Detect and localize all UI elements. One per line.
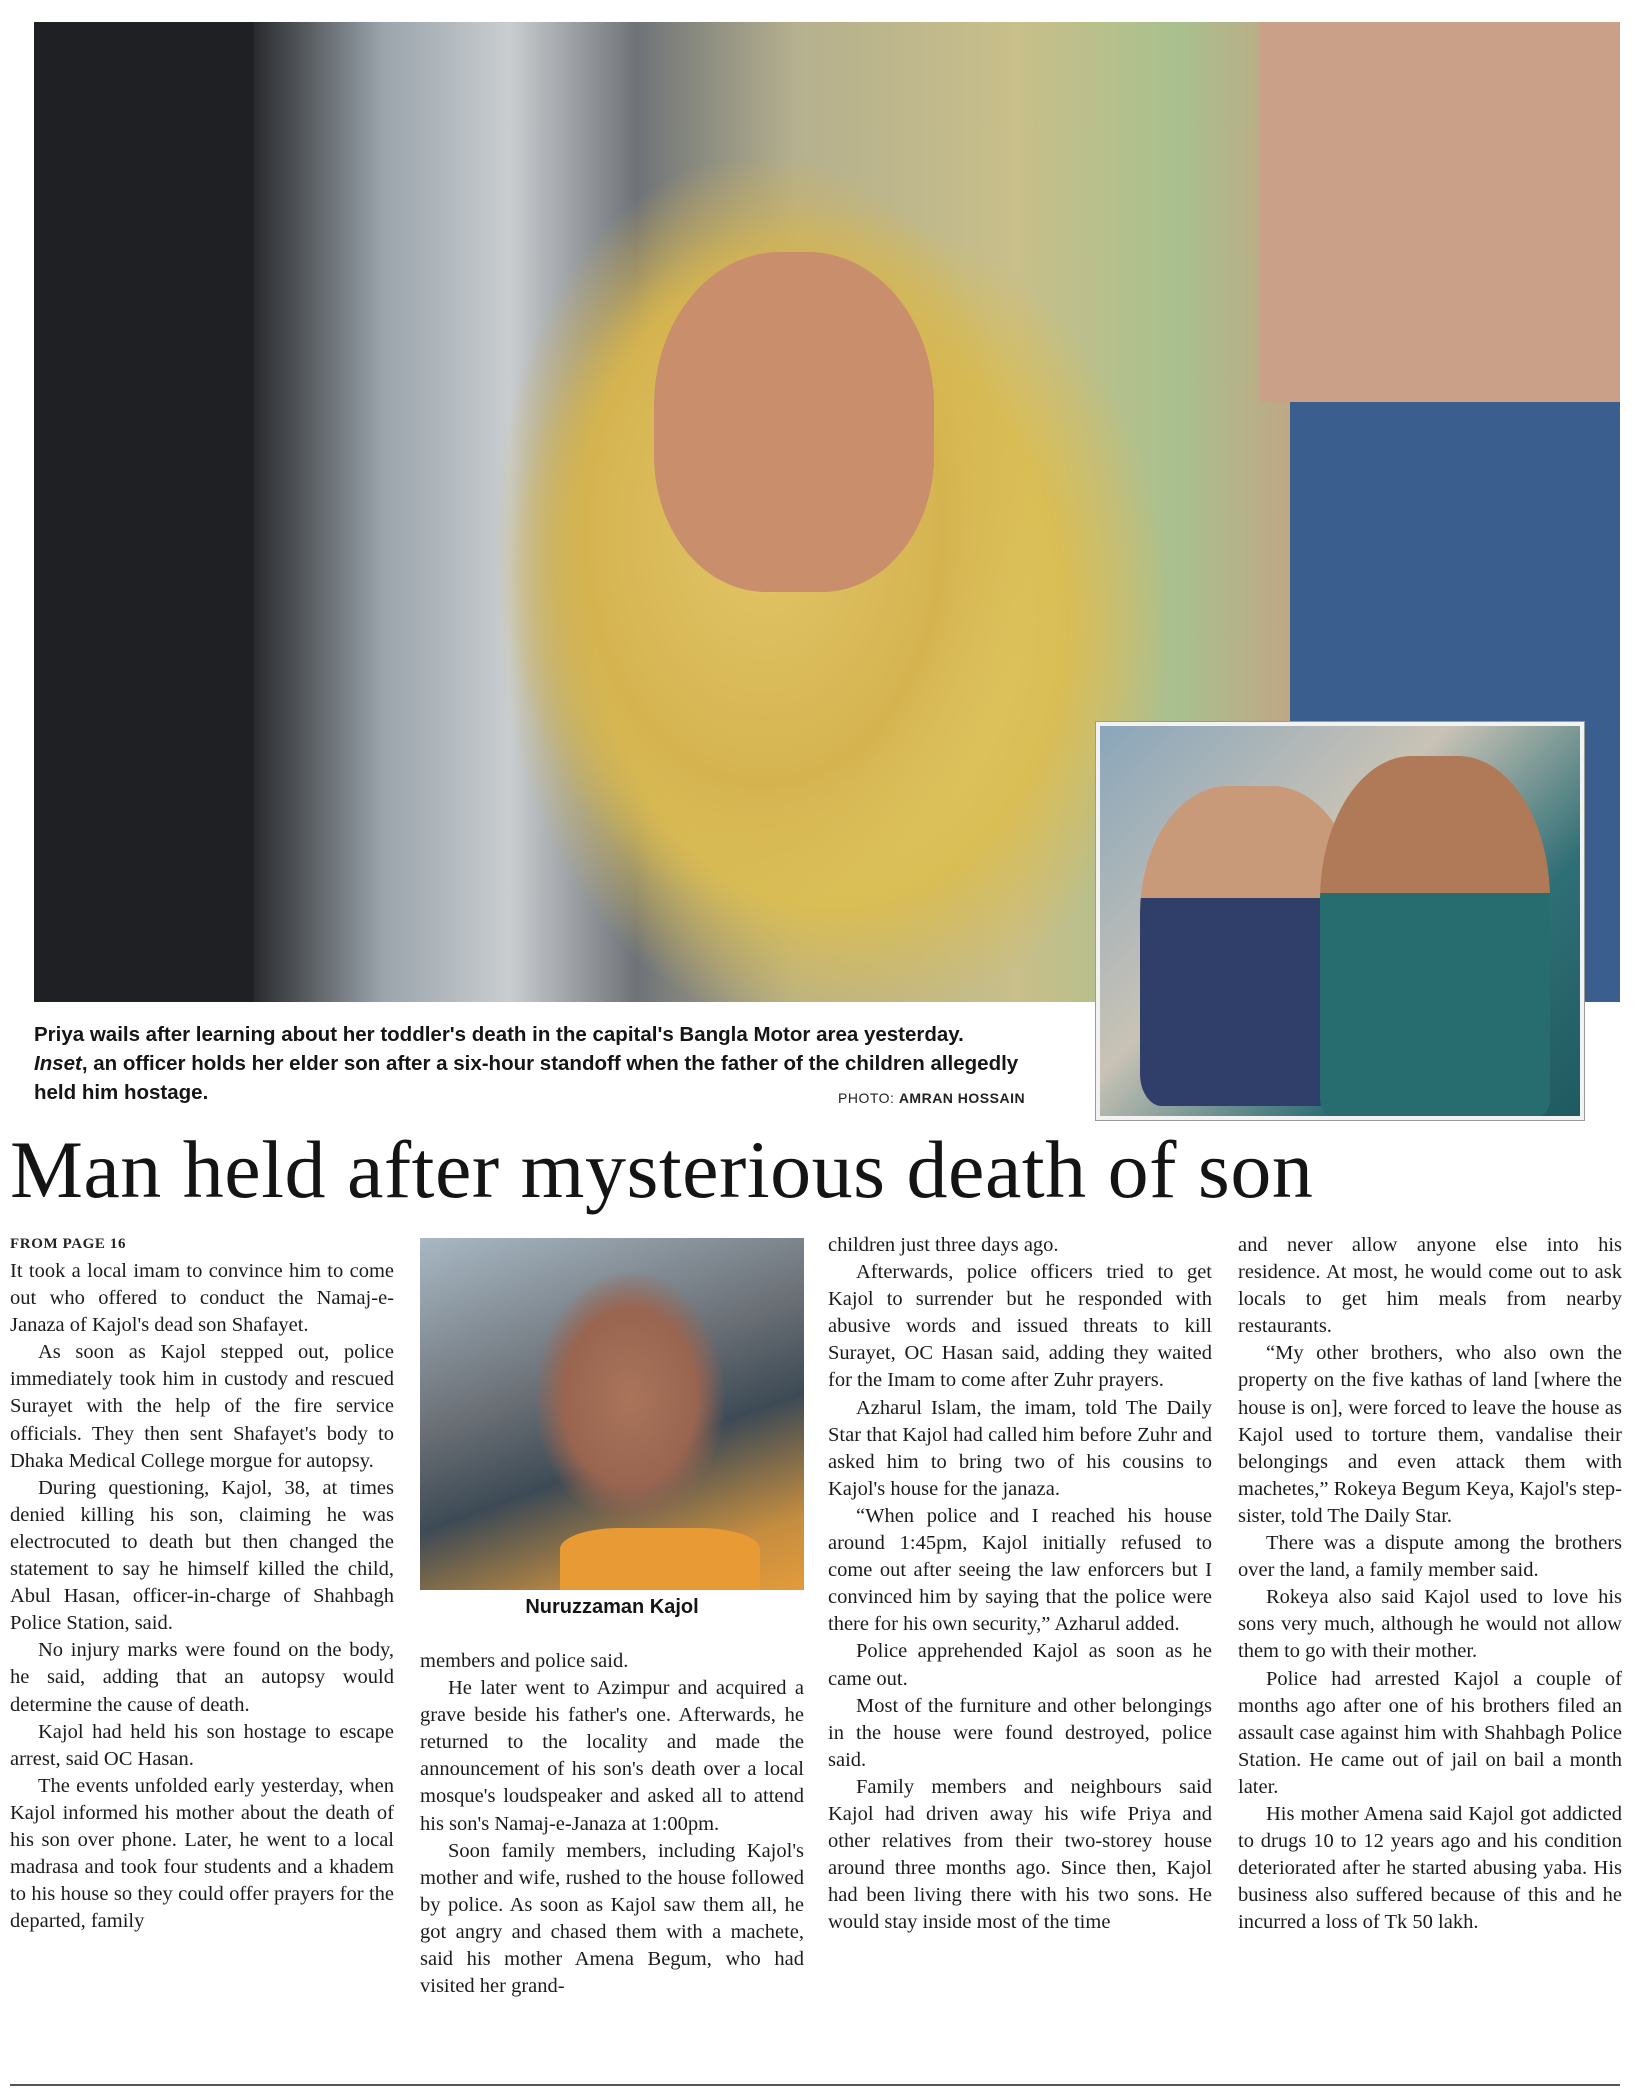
paragraph: There was a dispute among the brothers over the land, a family member said. (1238, 1532, 1622, 1582)
caption-line-1: Priya wails after learning about her toddler's death in the capital's Bangla Motor area yesterday. (34, 1023, 964, 1046)
paragraph: Afterwards, police officers tried to get Kajol to surrender but he responded with abusive words and issued threats to kill Surayet, OC Hasan said, adding they waited for the Imam to come after Zuhr prayers. (828, 1261, 1212, 1392)
photo-credit (838, 1090, 1025, 1106)
paragraph: During questioning, Kajol, 38, at times denied killing his son, claiming he was electrocuted to death but then changed the statement to say he himself killed the child, Abul Hasan, officer-in-charge of Shahbagh Police Station, said. (10, 1476, 394, 1635)
paragraph: He later went to Azimpur and acquired a grave beside his father's one. Afterwards, he returned to the locality and made the announcement of his son's death over a local mosque's loudspeaker and asked all to attend his son's Namaj-e-Janaza at 1:00pm. (420, 1677, 804, 1835)
paragraph: members and police said. (420, 1650, 629, 1672)
paragraph: Rokeya also said Kajol used to love his sons very much, although he would not allow them to go with their mother. (1238, 1586, 1622, 1663)
paragraph: Police had arrested Kajol a couple of months ago after one of his brothers filed an assault case against him with Shahbagh Police Station. He came out of jail on bail a month later. (1238, 1667, 1622, 1798)
paragraph: “My other brothers, who also own the property on the five kathas of land [where the house is on], were forced to leave the house as Kajol used to torture them, vandalise their belongings and even attack them with machetes,” Rokeya Begum Keya, Kajol's step-sister, told The Daily Star. (1238, 1342, 1622, 1527)
paragraph: “When police and I reached his house around 1:45pm, Kajol initially refused to come out after seeing the law enforcers but I convinced him by saying that the police were there for his own security,” Azharul added. (828, 1504, 1212, 1636)
paragraph: No injury marks were found on the body, he said, adding that an autopsy would determine the cause of death. (10, 1639, 394, 1716)
paragraph: Most of the furniture and other belongings in the house were found destroyed, police said. (828, 1694, 1212, 1771)
photo-background-left (34, 22, 254, 1002)
headline: Man held after mysterious death of son (10, 1124, 1314, 1215)
article-column-1 (10, 1258, 394, 1935)
paragraph: children just three days ago. (828, 1234, 1059, 1256)
from-page-marker: FROM PAGE 16 (10, 1236, 127, 1252)
paragraph: Family members and neighbours said Kajol had driven away his wife Priya and other relatives from their two-storey house around three months ago. Since then, Kajol had been living there with his two sons. He would stay inside most of the time (828, 1775, 1212, 1934)
paragraph: The events unfolded early yesterday, when Kajol informed his mother about the death of his son over phone. Later, he went to a local madrasa and took four students and a khadem to his house so they could offer prayers for the departed, family (10, 1774, 394, 1933)
paragraph: Police apprehended Kajol as soon as he came out. (828, 1640, 1212, 1690)
paragraph: His mother Amena said Kajol got addicted to drugs 10 to 12 years ago and his condition deteriorated after he started abusing yaba. His business also suffered because of this and he incurred a loss of Tk 50 lakh. (1238, 1802, 1622, 1934)
caption-line-2-text: , an officer holds her elder son after a six-hour standoff when the father of the children allegedly held him hostage. (34, 1052, 1019, 1104)
photo-woman-face (654, 252, 934, 592)
paragraph: It took a local imam to convince him to come out who offered to conduct the Namaj-e-Janaza of Kajol's dead son Shafayet. (10, 1260, 394, 1337)
photo-bystander-sweater (1260, 22, 1620, 402)
inset-photo (1096, 722, 1584, 1120)
portrait-caption: Nuruzzaman Kajol (525, 1596, 699, 1618)
paragraph: Soon family members, including Kajol's mother and wife, rushed to the house followed by police. As soon as Kajol saw them all, he got angry and chased them with a machete, said his mother Amena Begum, who had visited her grand- (420, 1839, 804, 1998)
paragraph: Kajol had held his son hostage to escape arrest, said OC Hasan. (10, 1720, 394, 1770)
paragraph: As soon as Kajol stepped out, police immediately took him in custody and rescued Surayet with the help of the fire service officials. They then sent Shafayet's body to Dhaka Medical College morgue for autopsy. (10, 1341, 394, 1472)
article-column-3 (828, 1232, 1212, 1936)
bottom-rule (10, 2084, 1620, 2086)
caption-inset-word: Inset (34, 1052, 82, 1075)
portrait-photo (420, 1238, 804, 1590)
paragraph: Azharul Islam, the imam, told The Daily Star that Kajol had called him before Zuhr and asked him to bring two of his cousins to Kajol's house for the janaza. (828, 1396, 1212, 1500)
credit-label: PHOTO: (838, 1090, 899, 1106)
article-column-4 (1238, 1232, 1622, 1936)
inset-officer (1320, 756, 1550, 1116)
article-column-2 (420, 1648, 804, 2000)
paragraph: and never allow anyone else into his residence. At most, he would come out to ask locals to get him meals from nearby restaurants. (1238, 1234, 1622, 1338)
credit-name: AMRAN HOSSAIN (898, 1090, 1026, 1106)
portrait-shirt (560, 1528, 760, 1590)
